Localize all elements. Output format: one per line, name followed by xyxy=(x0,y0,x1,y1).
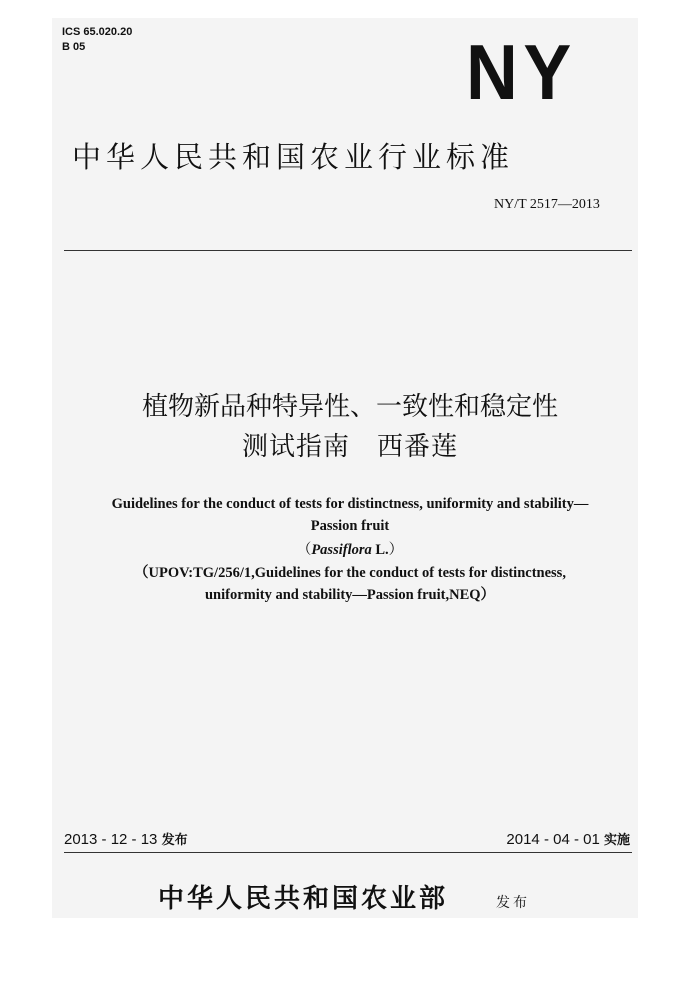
ics-code: ICS 65.020.20 xyxy=(62,26,133,38)
title-en-line1: Guidelines for the conduct of tests for distinctness, uniformity and stability— xyxy=(111,496,589,512)
title-en-line4: （UPOV:TG/256/1,Guidelines for the conduct of tests for distinctness, xyxy=(134,565,566,581)
issue-date xyxy=(64,830,188,851)
title-cn-line2: 测试指南 西番莲 xyxy=(241,432,458,462)
standard-number: NY/T 2517—2013 xyxy=(494,197,600,212)
implementation-date xyxy=(506,830,630,851)
top-rule xyxy=(64,250,632,251)
title-cn-line1: 植物新品种特异性、一致性和稳定性 xyxy=(141,392,558,422)
issuing-authority: 中华人民共和国农业部 xyxy=(158,884,449,914)
latin-genus: Passiflora xyxy=(311,542,372,558)
title-en-line5: uniformity and stability—Passion fruit,NEQ） xyxy=(204,587,496,603)
standard-category: 中华人民共和国农业行业标准 xyxy=(72,140,515,174)
latin-author: L. xyxy=(371,542,389,558)
classification-code: B 05 xyxy=(62,41,86,53)
issue-date-suffix: 发布 xyxy=(161,833,188,848)
title-en-latin-name xyxy=(0,539,700,561)
implementation-date-value: 2014 - 04 - 01 xyxy=(506,831,600,848)
standard-mark: NY xyxy=(466,28,577,116)
latin-open-paren: （ xyxy=(296,542,312,558)
latin-close-paren: ） xyxy=(388,542,404,558)
implementation-date-suffix: 实施 xyxy=(603,833,630,848)
issue-date-value: 2013 - 12 - 13 xyxy=(64,831,158,848)
bottom-rule xyxy=(64,852,632,853)
issue-word: 发布 xyxy=(496,895,530,911)
title-en-line2: Passion fruit xyxy=(310,518,390,534)
